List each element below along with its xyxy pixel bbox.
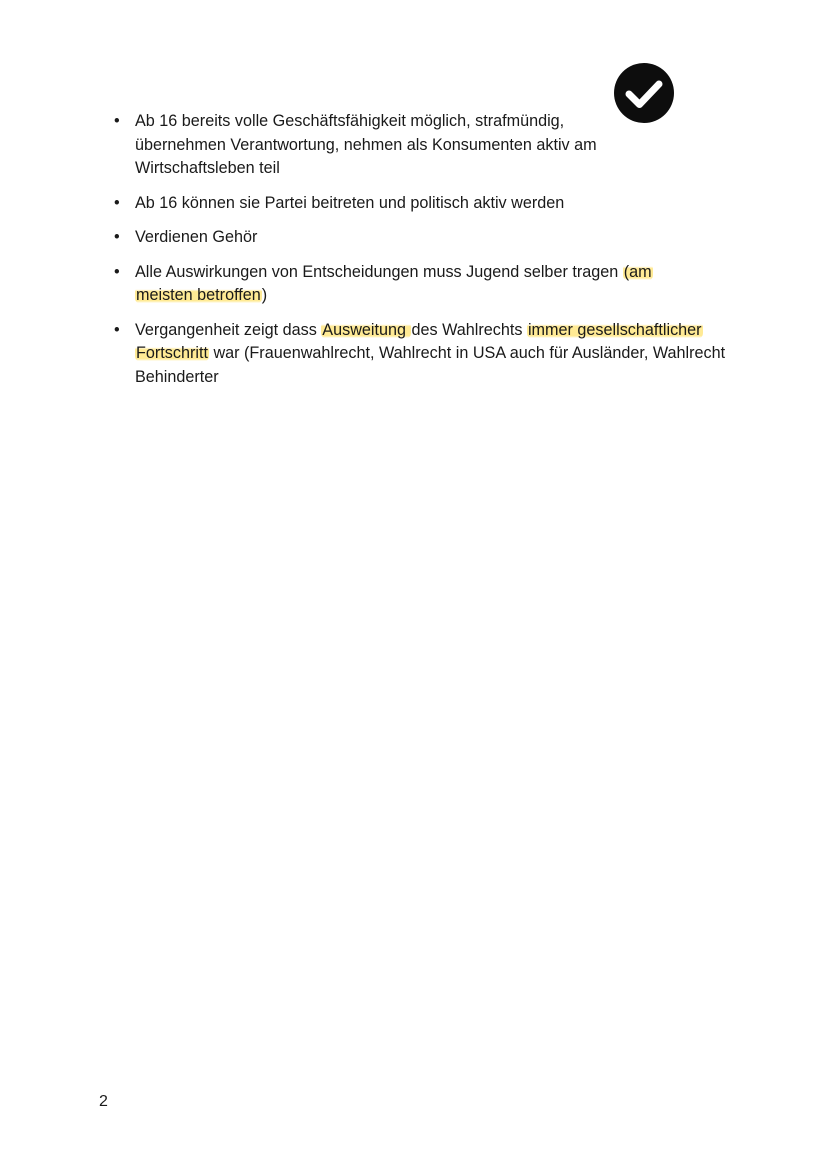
bullet-dot: • (114, 112, 120, 130)
bullet-text: ) (261, 286, 268, 304)
bullet-text: Ab 16 können sie Partei beitreten und politisch aktiv werden (135, 193, 565, 212)
bullet-text: des Wahlrechts (411, 320, 527, 339)
list-item (114, 192, 734, 216)
list-item (114, 110, 611, 181)
page-number: 2 (99, 1093, 108, 1110)
bullet-dot: • (114, 228, 120, 246)
bullet-dot: • (114, 320, 120, 339)
highlighted-text: Ausweitung (322, 320, 411, 339)
bullet-text: Verdienen Gehör (135, 228, 258, 246)
highlighted-text: (am meisten betroffen (136, 262, 652, 304)
list-item (114, 319, 734, 390)
list-item (114, 226, 734, 250)
highlighted-text: immer gesellschaftlicher Fortschritt (136, 320, 702, 362)
bullet-text: Vergangenheit zeigt dass (135, 320, 322, 339)
bullet-dot: • (114, 262, 120, 281)
list-item (114, 261, 675, 308)
bullet-list (114, 110, 734, 400)
bullet-text: Alle Auswirkungen von Entscheidungen muss Jugend selber tragen (135, 262, 623, 281)
bullet-dot: • (114, 193, 120, 212)
bullet-text: Ab 16 bereits volle Geschäftsfähigkeit möglich, strafmündig, übernehmen Verantwortung, nehmen als Konsumenten aktiv am Wirtschaftsleben teil (135, 112, 597, 177)
bullet-text: war (Frauenwahlrecht, Wahlrecht in USA auch für Ausländer, Wahlrecht Behinderter (135, 344, 726, 386)
